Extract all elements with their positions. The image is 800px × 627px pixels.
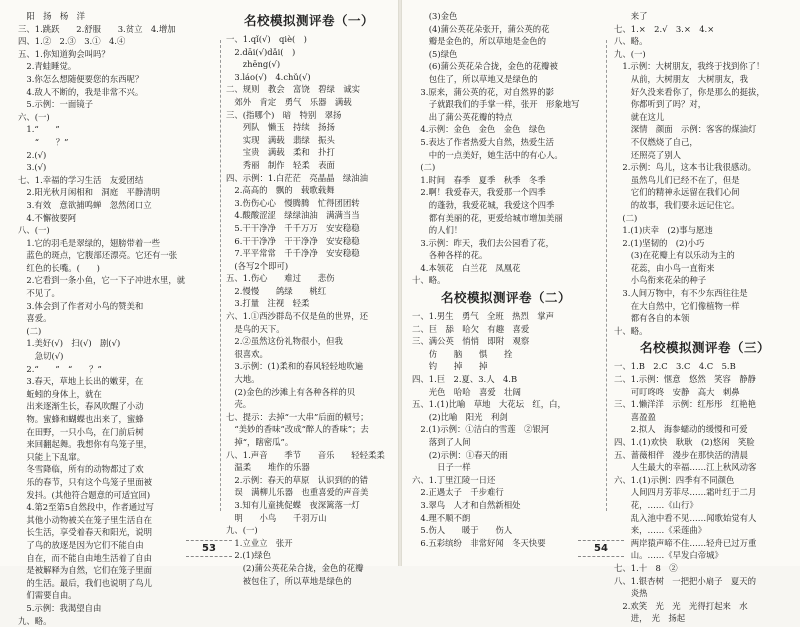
answer-line: (5)绿色 (412, 48, 600, 61)
answer-line: 6.五彩缤纷 非常好闻 冬天快要 (412, 537, 600, 550)
right-column-1 (412, 10, 600, 549)
answer-line: 进， 光 扬起 (614, 612, 796, 625)
answer-line: (2)金色的沙滩上有各种各样的贝 (226, 386, 392, 399)
answer-line: 是被解释为自然，它们在笼子里面 (18, 564, 214, 577)
answer-line: 急切(√) (18, 350, 214, 363)
answer-line: 的人们！ (412, 224, 600, 237)
answer-line: 七、提示：去掉“一大串”后面的顿号； (226, 411, 392, 424)
answer-line: 明 小鸟 千羽万山 (226, 512, 392, 525)
answer-line: 2.示例：春天的草原 认识到的的错 (226, 474, 392, 487)
answer-line: 包住了，所以草地又是绿色的 (412, 73, 600, 86)
left-column-2 (226, 10, 392, 587)
answer-line: 八、1.银杏树 一把把小扇子 夏天的 (614, 575, 796, 588)
answer-line: 七、1.幸福的学习生活 友爱团结 (18, 174, 214, 187)
answer-line: 3.翠鸟 人才和自然新相处 (412, 499, 600, 512)
answer-line: 好久没来看你了，你是那么的挺拔， (614, 86, 796, 99)
answer-line: 二、规则 教会 富饶 碧绿 诚实 (226, 83, 392, 96)
right-column-2 (614, 10, 796, 625)
answer-line: 1.“ ” (18, 123, 214, 136)
answer-line: 只能上下乱窜。 (18, 451, 214, 464)
answer-line: 九、(一) (226, 524, 392, 537)
answer-line: 2.②虽然这份礼物很小，但我 (226, 335, 392, 348)
answer-line: 六、1.(1)示例：四季有不同颜色 (614, 474, 796, 487)
answer-line: 物。蜜蜂和蝴蝶也出来了，蜜蜂 (18, 413, 214, 426)
answer-line: 五、蔷薇相伴 漫步在那快活的清晨 (614, 449, 796, 462)
answer-line: (二) (614, 212, 796, 225)
answer-line: 乐的春节，只有这个鸟笼子里面被 (18, 476, 214, 489)
answer-line: 2.dāi(√)dǎi( ) (226, 46, 392, 59)
answer-line: 花，……《山行》 (614, 499, 796, 512)
answer-line: 掉“，瞎密瓜”。 (226, 436, 392, 449)
answer-line: 虽然鸟儿们已经不在了，但是 (614, 174, 796, 187)
answer-line: 3.示例：(1)柔和的春风轻轻地吹遍 (226, 360, 392, 373)
answer-line: 2.拟人 海参蠕动的缓慢和可爱 (614, 423, 796, 436)
answer-line: 4.第2至第5自然段中，作者通过写 (18, 501, 214, 514)
answer-line: 出来逐渐生长，春风吹醒了小动 (18, 400, 214, 413)
answer-line: 1.示例：大树朋友，我终于找到你了！ (614, 60, 796, 73)
answer-line: 了鸟的放逐是因为它们不能自由 (18, 539, 214, 552)
answer-line: 6.干干净净 干干净净 安安稳稳 (226, 235, 392, 248)
answer-line: 八、略。 (614, 35, 796, 48)
answer-line: 3.你怎么想随便要您的东西呢？ (18, 73, 214, 86)
answer-line: 阳 扬 杨 洋 (18, 10, 214, 23)
answer-line: 实现 满载 翡绿 振头 (226, 134, 392, 147)
answer-line: 2.(1)坚韧的 (2)小巧 (614, 237, 796, 250)
answer-line: 2.慢慢 鸽绿 桃红 (226, 285, 392, 298)
answer-line: 3.知有儿童挑促蝶 夜深篱落一灯 (226, 499, 392, 512)
right-page (402, 0, 800, 566)
answer-line: 4.示例：金色 金色 金色 绿色 (412, 123, 600, 136)
answer-line: 各种各样的花。 (412, 249, 600, 262)
answer-line: 3.(√) (18, 161, 214, 174)
answer-line: (二) (18, 325, 214, 338)
answer-line: 一、1.男生 勇气 全班 热烈 掌声 (412, 310, 600, 323)
answer-line: 三、1.跳跃 2.舒服 3.贫立 4.增加 (18, 23, 214, 36)
answer-line: 的故事，我们要永远记住它。 (614, 199, 796, 212)
answer-line: 温柔 堆作的乐器 (226, 461, 392, 474)
answer-line: 2.青蛙睡觉。 (18, 60, 214, 73)
answer-line: 七、1.× 2.√ 3.× 4.× (614, 23, 796, 36)
answer-line: 2.“ ” “ ？” (18, 363, 214, 376)
answer-line: 5.示例：我渴望自由 (18, 602, 214, 615)
answer-line: 4.酸酸涩涩 绿绿油油 满满当当 (226, 209, 392, 222)
answer-line: 十、略。 (614, 325, 796, 338)
answer-line: 还照亮了别人 (614, 149, 796, 162)
answer-line: 4.不懈彼要阿 (18, 212, 214, 225)
answer-line: 被包住了，所以草地是绿色的 (226, 575, 392, 588)
answer-line: 人间四月芳菲尽……霜叶红于二月 (614, 486, 796, 499)
answer-line: (3)在花瓣上有以乐动为主的 (614, 249, 796, 262)
page-number-right: 54 (578, 543, 624, 554)
answer-line: 二、巨 舔 哈欠 有趣 喜爱 (412, 323, 600, 336)
answer-line: (3)金色 (412, 10, 600, 23)
answer-line: 九、(一) (614, 48, 796, 61)
answer-line: 六、1.①西沙群岛不仅是鱼的世界，还 (226, 310, 392, 323)
answer-line: 蓝色的斑点，它腹部还漂亮。它还有一张 (18, 249, 214, 262)
exam-title-3: 名校模拟测评卷（三） (614, 339, 796, 357)
answer-line: 5.伤人 暖于 伤人 (412, 524, 600, 537)
answer-line: 宝贵 满载 柔和 扑打 (226, 146, 392, 159)
answer-line: 六、(一) (18, 111, 214, 124)
answer-line: 五、1.你知道狗会叫吗？ (18, 48, 214, 61)
answer-line: 大地。 (226, 373, 392, 386)
answer-line: 来，……《采莲曲》 (614, 524, 796, 537)
answer-line: “ ？” (18, 136, 214, 149)
answer-line: 都有美丽的花，更爱给城市增加美丽 (412, 212, 600, 225)
answer-line: 是鸟的天下。 (226, 323, 392, 336)
answer-line: 五、1.(1)比喻 草地 大花坛 红，白， (412, 398, 600, 411)
answer-line: 郊外 肯定 勇气 乐器 满载 (226, 96, 392, 109)
answer-line: 1.美好(√) 扫(√) 剧(√) (18, 337, 214, 350)
answer-line: 壳。 (226, 398, 392, 411)
answer-line: 它们的精神永远留在我们心间 (614, 186, 796, 199)
answer-line: 4.理不顺不朗 (412, 512, 600, 525)
answer-line: 你都听到了吗？对， (614, 98, 796, 111)
answer-line: (2)蒲公英花朵合拢，金色的花瓣 (226, 562, 392, 575)
answer-line: 六、1.丁里江陵一日还 (412, 474, 600, 487)
answer-line: 喜盈盈 (614, 411, 796, 424)
answer-line: 出了蒲公英花瓣的特点 (412, 111, 600, 124)
answer-line: 落到了人间 (412, 436, 600, 449)
answer-line: 仿 脑 惧 拴 (412, 348, 600, 361)
answer-line: 人生最大的幸福……江上秋风动客 (614, 461, 796, 474)
answer-line: 3.体会到了作者对小鸟的赞美和 (18, 300, 214, 313)
answer-line: 们需要自由。 (18, 589, 214, 602)
answer-line: 2.(√) (18, 149, 214, 162)
answer-line: 子就跟我们的手掌一样，张开 形象地写 (412, 98, 600, 111)
answer-line: 花蕊，由小鸟一直衔来 (614, 262, 796, 275)
answer-line: 1.(1)庆幸 (2)事与愿违 (614, 224, 796, 237)
answer-line: 3.láo(√) 4.chǔ(√) (226, 71, 392, 84)
answer-line: 2.正遇太子 千步难行 (412, 486, 600, 499)
answer-line: (2)比喻 阳光 利剑 (412, 411, 600, 424)
answer-line: 不见了。 (18, 287, 214, 300)
answer-line: 四、示例：1.白茫茫 亮晶晶 绿油油 (226, 172, 392, 185)
answer-line: 4.敌人不断的，我是非常不兴。 (18, 86, 214, 99)
answer-line: 2.高高的 飘的 载歌载舞 (226, 184, 392, 197)
answer-line: 1.时间 春季 夏季 秋季 冬季 (412, 174, 600, 187)
exam-title-2: 名校模拟测评卷（二） (412, 289, 600, 307)
answer-line: 四、1.② 2.③ 3.① 4.④ (18, 35, 214, 48)
answer-line: 3.人间万物中，有不少东西往往是 (614, 287, 796, 300)
answer-line: 3.春天，草地上长出的嫩芽，在 (18, 375, 214, 388)
answer-line: (二) (412, 161, 600, 174)
answer-line: 蚯蚓的身体上，就在 (18, 388, 214, 401)
answer-line: 秀丽 制作 轻柔 表面 (226, 159, 392, 172)
answer-line: 在大自然中，它们像植物一样 (614, 300, 796, 313)
answer-line: (4)蒲公英花朵张开，蒲公英的花 (412, 23, 600, 36)
answer-line: 红色的长嘴。( ) (18, 262, 214, 275)
answer-line: 都有各自的本领 (614, 312, 796, 325)
answer-line: 来回翻起舞。我想你有鸟笼子里， (18, 438, 214, 451)
answer-line: 八、(一) (18, 224, 214, 237)
answer-line: 二、1.示例：惬意 悠然 笑容 静静 (614, 373, 796, 386)
answer-line: 5.表达了作者热爱大自然，热爱生活 (412, 136, 600, 149)
answer-line: 4.本领花 白兰花 凤凰花 (412, 262, 600, 275)
answer-line: 的生活。最后，我们也说明了鸟儿 (18, 577, 214, 590)
answer-line: 四、1.巨 2.夏、3.人 4.B (412, 373, 600, 386)
answer-line: 来了 (614, 10, 796, 23)
answer-line: 一、1.qǐ(√) qiè( ) (226, 33, 392, 46)
answer-line: 四、1.(1)欢快 耿耿 (2)悠闲 笑脸 (614, 436, 796, 449)
answer-line: 其他小动物被关在笼子里生活自在 (18, 514, 214, 527)
answer-line: 1.立业立 张开 (226, 537, 392, 550)
answer-line: 不仅燃烧了自己， (614, 136, 796, 149)
answer-line: 深情 颜面 示例：客客的煤油灯 (614, 123, 796, 136)
answer-line: 的蓬勃，我爱花城，我爱这个四季 (412, 199, 600, 212)
left-page (0, 0, 398, 566)
answer-line: 喜爱。 (18, 312, 214, 325)
answer-line: 发抖。(其他符合题意的可适宜回) (18, 489, 214, 502)
answer-line: 冬雪降临，所有的动物都过了欢 (18, 463, 214, 476)
answer-line: 八、1.声音 季节 音乐 轻轻柔柔 (226, 449, 392, 462)
answer-line: 就在这儿 (614, 111, 796, 124)
answer-line: 一、1.B 2.C 3.C 4.C 5.B (614, 360, 796, 373)
answer-line: zhēng(√) (226, 58, 392, 71)
answer-line: 5.示例：一面镜子 (18, 98, 214, 111)
page-number-left: 53 (186, 543, 232, 554)
answer-line: 列队 懒玉 持续 扬扬 (226, 121, 392, 134)
answer-line: 日子一样 (412, 461, 600, 474)
answer-line: 2.示例：鸟儿，这本书让我很感动。 (614, 161, 796, 174)
answer-line: “美妙的香味”改成“醉人的香味”；去 (226, 423, 392, 436)
answer-line: 中的一点美好，她生活中的有心人。 (412, 149, 600, 162)
answer-line: 瓣是金色的，所以草地是金色的 (412, 35, 600, 48)
answer-line: 十、略。 (412, 274, 600, 287)
answer-line: 乱入池中看不见……闻歌始觉有人 (614, 512, 796, 525)
answer-line: 长生活，享受着春天和阳光，说明 (18, 526, 214, 539)
answer-line: 3.伤伤心心 慢腾腾 忙得团团转 (226, 197, 392, 210)
answer-line: 2.阳光秋月闲相和 洞庭 平静清明 (18, 186, 214, 199)
answer-line: 很喜欢。 (226, 348, 392, 361)
answer-line: 钓 掉 掉 (412, 360, 600, 373)
answer-line: 2.欢笑 光 光 光得打起来 水 (614, 600, 796, 613)
answer-line: (2)示例：①春天的雨 (412, 449, 600, 462)
answer-line: 在田野，一只小鸟，在门前后树 (18, 426, 214, 439)
answer-line: 从前，大树朋友 大树朋友，我 (614, 73, 796, 86)
answer-line: 自在，而不能自由地生活着了自由 (18, 552, 214, 565)
answer-line: 三、满公英 悄悄 即附 观察 (412, 335, 600, 348)
answer-line: 五、1.伤心 难过 悲伤 (226, 272, 392, 285)
answer-line: 7.平平常常 千千净净 安安稳稳 (226, 247, 392, 260)
answer-line: 山。……《早发白帝城》 (614, 549, 796, 562)
answer-line: 光色 哈哈 喜爱 壮阔 (412, 386, 600, 399)
answer-line: 5.干干净净 千千万万 安安稳稳 (226, 222, 392, 235)
answer-line: 三、1.懒洋洋 示例：红彤彤 红艳艳 (614, 398, 796, 411)
answer-line: 3.打量 注视 轻柔 (226, 297, 392, 310)
answer-line: 小鸟衔来花朵的种子 (614, 274, 796, 287)
answer-line: 误 满柳儿乐器 也重喜爱的声音美 (226, 486, 392, 499)
left-column-1 (18, 10, 214, 627)
answer-line: 三、(指哪个) 暗 特别 翠扬 (226, 109, 392, 122)
answer-line: 九、略。 (18, 615, 214, 627)
answer-line: 3.有效 意欲捕鸣蝉 忽然闭口立 (18, 199, 214, 212)
column-divider (606, 40, 607, 511)
answer-line: 2.啊！我爱春天，我爱那一个四季 (412, 186, 600, 199)
answer-line: 2.它看到一条小鱼，它一下子冲进水里，就 (18, 274, 214, 287)
answer-line: (6)蒲公英花朵合拢，金色的花瓣被 (412, 60, 600, 73)
exam-title-1: 名校模拟测评卷（一） (226, 12, 392, 30)
column-divider (220, 40, 221, 511)
answer-line: 1.它的羽毛是翠绿的，翅膀带着一些 (18, 237, 214, 250)
answer-line: 炎热 (614, 587, 796, 600)
answer-line: 3.示例：昨天，我们去公园看了花， (412, 237, 600, 250)
answer-line: 2.(1)示例：①洁白的雪莲 ②银河 (412, 423, 600, 436)
answer-line: 两岸猿声啼不住……轻舟已过万重 (614, 537, 796, 550)
answer-line: (各写2个即可) (226, 260, 392, 273)
answer-line: 可叮咚咚 安静 高大 刺鼻 (614, 386, 796, 399)
answer-line: 七、1.十 8 ② (614, 562, 796, 575)
answer-line: 3.原来，蒲公英的花，对自然界的影 (412, 86, 600, 99)
answer-line: 2.(1)绿色 (226, 549, 392, 562)
